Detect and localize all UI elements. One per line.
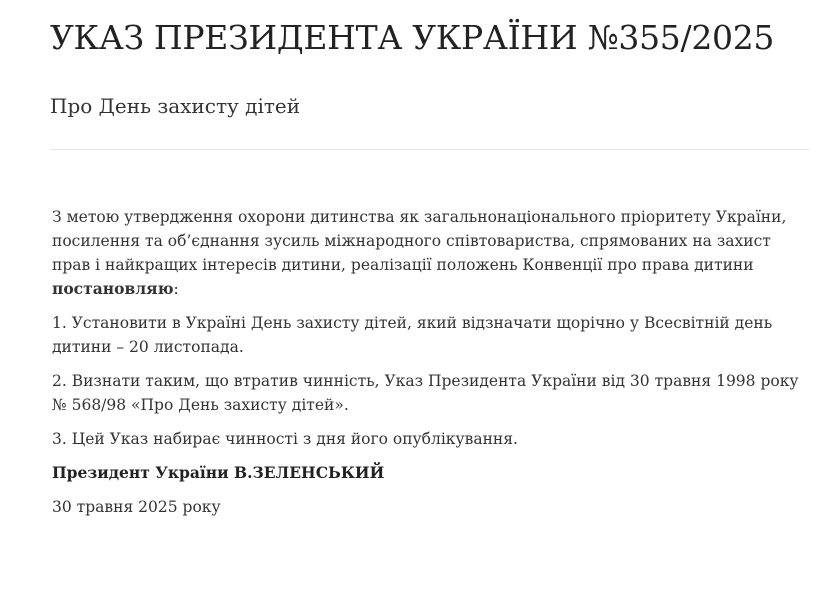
decree-body xyxy=(52,205,802,529)
signature: Президент України В.ЗЕЛЕНСЬКИЙ xyxy=(52,463,385,482)
preamble-paragraph xyxy=(52,205,802,301)
decree-date: 30 травня 2025 року xyxy=(52,498,221,516)
decree-item-1: 1. Установити в Україні День захисту дітей, який відзначати щорічно у Всесвітній день дитини – 20 листопада. xyxy=(52,314,773,356)
decree-item-2: 2. Визнати таким, що втратив чинність, Указ Президента України від 30 травня 1998 року № 568/98 «Про День захисту дітей». xyxy=(52,372,799,414)
preamble-text: З метою утвердження охорони дитинства як загальнонаціонального пріоритету України, посилення та об’єднання зусиль міжнародного співтовариства, спрямованих на захист прав і найкращих інтересів дитини, реалізації положень Конвенції про права дитини xyxy=(52,208,787,274)
preamble-tail: : xyxy=(173,280,179,298)
preamble-bold-word: постановляю xyxy=(52,279,174,298)
decree-item-3: 3. Цей Указ набирає чинності з дня його опублікування. xyxy=(52,430,518,448)
decree-title: УКАЗ ПРЕЗИДЕНТА УКРАЇНИ №355/2025 xyxy=(50,18,775,57)
decree-subtitle: Про День захисту дітей xyxy=(50,94,301,118)
divider xyxy=(50,149,810,150)
